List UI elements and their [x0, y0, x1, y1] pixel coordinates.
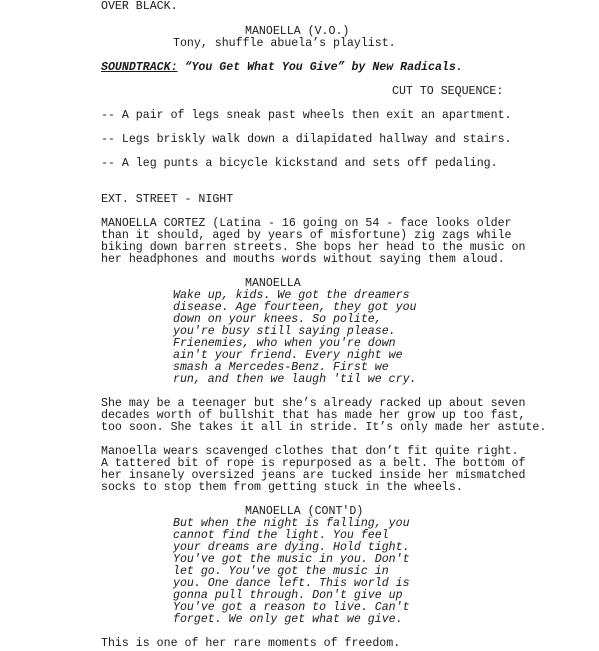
- lyric-line: You've got a reason to live. Can't: [173, 601, 410, 614]
- action-line: Manoella wears scavenged clothes that don’t fit quite right.: [101, 445, 519, 458]
- soundtrack-title: “You Get What You Give” by New Radicals.: [177, 61, 463, 74]
- lyric-line: But when the night is falling, you: [173, 517, 410, 530]
- lyric-line: let go. You've got the music in: [173, 565, 389, 578]
- lyric-line: forget. We only get what we give.: [173, 613, 403, 626]
- sequence-item-1: -- A pair of legs sneak past wheels then exit an apartment.: [101, 109, 512, 122]
- lyric-line: You've got the music in you. Don't: [173, 553, 410, 566]
- lyric-line: run, and then we laugh 'til we cry.: [173, 373, 417, 386]
- character-cue-vo: MANOELLA (V.O.): [245, 25, 350, 38]
- transition: CUT TO SEQUENCE:: [392, 85, 504, 98]
- action-line: MANOELLA CORTEZ (Latina - 16 going on 54 - face looks older: [101, 217, 512, 230]
- lyric-line: your dreams are dying. Hold tight.: [173, 541, 410, 554]
- action-line: her insanely oversized jeans are tucked inside her mismatched: [101, 469, 526, 482]
- action-line: She may be a teenager but she’s already racked up about seven: [101, 397, 526, 410]
- character-cue: MANOELLA: [245, 277, 301, 290]
- sequence-item-3: -- A leg punts a bicycle kickstand and sets off pedaling.: [101, 157, 498, 170]
- action-line: A tattered bit of rope is repurposed as a belt. The bottom of: [101, 457, 526, 470]
- soundtrack-label: SOUNDTRACK:: [101, 61, 178, 74]
- lyric-line: cannot find the light. You feel: [173, 529, 389, 542]
- scene-heading-over-black: OVER BLACK.: [101, 0, 178, 13]
- slugline: EXT. STREET - NIGHT: [101, 193, 234, 206]
- lyric-line: you're busy still saying please.: [173, 325, 396, 338]
- lyric-line: Frienemies, who when you're down: [173, 337, 396, 350]
- action-line: This is one of her rare moments of freedom.: [101, 637, 401, 650]
- action-line: her headphones and mouths words without saying them aloud.: [101, 253, 505, 266]
- action-line: decades worth of bullshit that has made her grow up too fast,: [101, 409, 526, 422]
- lyric-line: ain't your friend. Every night we: [173, 349, 403, 362]
- dialogue-line: Tony, shuffle abuela’s playlist.: [173, 37, 396, 50]
- action-line: socks to stop them from getting stuck in the wheels.: [101, 481, 463, 494]
- lyric-line: smash a Mercedes-Benz. First we: [173, 361, 389, 374]
- action-line: than it should, aged by years of misfortune) zig zags while: [101, 229, 512, 242]
- lyric-line: gonna pull through. Don't give up: [173, 589, 403, 602]
- lyric-line: disease. Age fourteen, they got you: [173, 301, 417, 314]
- soundtrack-line: [101, 62, 463, 74]
- lyric-line: you. One dance left. This world is: [173, 577, 410, 590]
- character-cue-contd: MANOELLA (CONT'D): [245, 505, 364, 518]
- lyric-line: down on your knees. So polite,: [173, 313, 382, 326]
- action-line: too soon. She takes it all in stride. It’s only made her astute.: [101, 421, 547, 434]
- sequence-item-2: -- Legs briskly walk down a dilapidated hallway and stairs.: [101, 133, 512, 146]
- lyric-line: Wake up, kids. We got the dreamers: [173, 289, 410, 302]
- action-line: biking down barren streets. She bops her head to the music on: [101, 241, 526, 254]
